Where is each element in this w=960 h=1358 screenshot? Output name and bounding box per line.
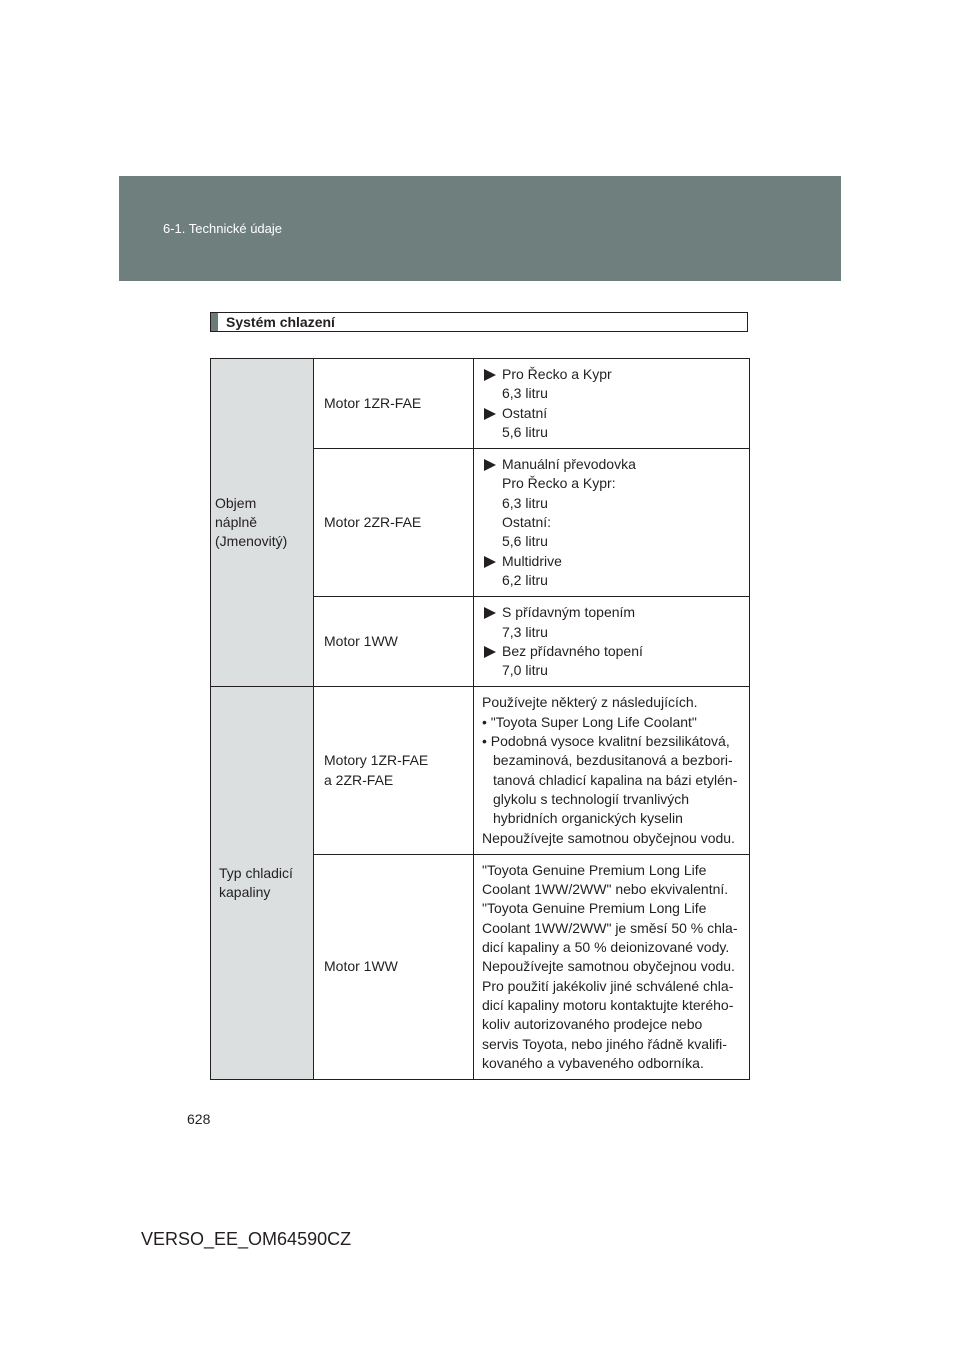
table-row [211, 359, 750, 449]
heading-text: Systém chlazení [226, 314, 335, 330]
page-number: 628 [187, 1111, 211, 1127]
value-cell: S přídavným topením 7,3 litru Bez přídavného topení 7,0 litru [474, 597, 750, 687]
engine-cell: Motor 2ZR-FAE [314, 449, 474, 597]
value-cell: Používejte některý z následujících. • "Toyota Super Long Life Coolant" • Podobná vysoce kvalitní bezsilikátová, bezaminová, bezdusitanová a bezboritanová chladicí kapalina na bázi etylénglykolu s technologií trvanlivých hybridních organických kyselin Nepoužívejte samotnou obyčejnou vodu. [474, 687, 750, 854]
option-label: Multidrive [482, 552, 745, 571]
document-code: VERSO_EE_OM64590CZ [141, 1229, 352, 1249]
engine-cell: Motor 1WW [314, 854, 474, 1079]
list-item: • "Toyota Super Long Life Coolant" [482, 713, 745, 732]
category-capacity: Objem náplně (Jmenovitý) [211, 359, 314, 687]
list-item: • Podobná vysoce kvalitní bezsilikátová, bezaminová, bezdusitanová a bezboritanová chladicí kapalina na bázi etylénglykolu s technologií trvanlivých hybridních organických kyselin [482, 732, 745, 828]
specs-table [210, 358, 750, 1080]
category-coolant-type: Typ chladicí kapaliny [211, 687, 314, 1080]
section-label: 6-1. Technické údaje [163, 221, 283, 236]
engine-cell: Motory 1ZR-FAE a 2ZR-FAE [314, 687, 474, 854]
section-heading [210, 312, 748, 332]
option-label: S přídavným topením [482, 603, 745, 622]
value-cell: Pro Řecko a Kypr 6,3 litru Ostatní 5,6 litru [474, 359, 750, 449]
value-cell: Manuální převodovka Pro Řecko a Kypr: 6,3 litru Ostatní: 5,6 litru Multidrive 6,2 litru [474, 449, 750, 597]
option-label: Bez přídavného topení [482, 642, 745, 661]
value-cell: "Toyota Genuine Premium Long Life Coolant 1WW/2WW" nebo ekvivalentní. "Toyota Genuine Premium Long Life Coolant 1WW/2WW" je směsí 50 % chla- dicí kapaliny a 50 % deionizované vody. Nepoužívejte samotnou obyčejnou vodu. Pro použití jakékoliv jiné schválené chla- dicí kapaliny motoru kontaktujte kterého- koliv autorizovaného prodejce nebo servis Toyota, nebo jiného řádně kvalifi- kovaného a vybaveného odborníka. [474, 854, 750, 1079]
engine-cell: Motor 1WW [314, 597, 474, 687]
engine-cell: Motor 1ZR-FAE [314, 359, 474, 449]
heading-marker [211, 313, 218, 331]
option-label: Pro Řecko a Kypr [482, 365, 745, 384]
option-label: Ostatní [482, 404, 745, 423]
table-row [211, 687, 750, 854]
option-label: Manuální převodovka [482, 455, 745, 474]
